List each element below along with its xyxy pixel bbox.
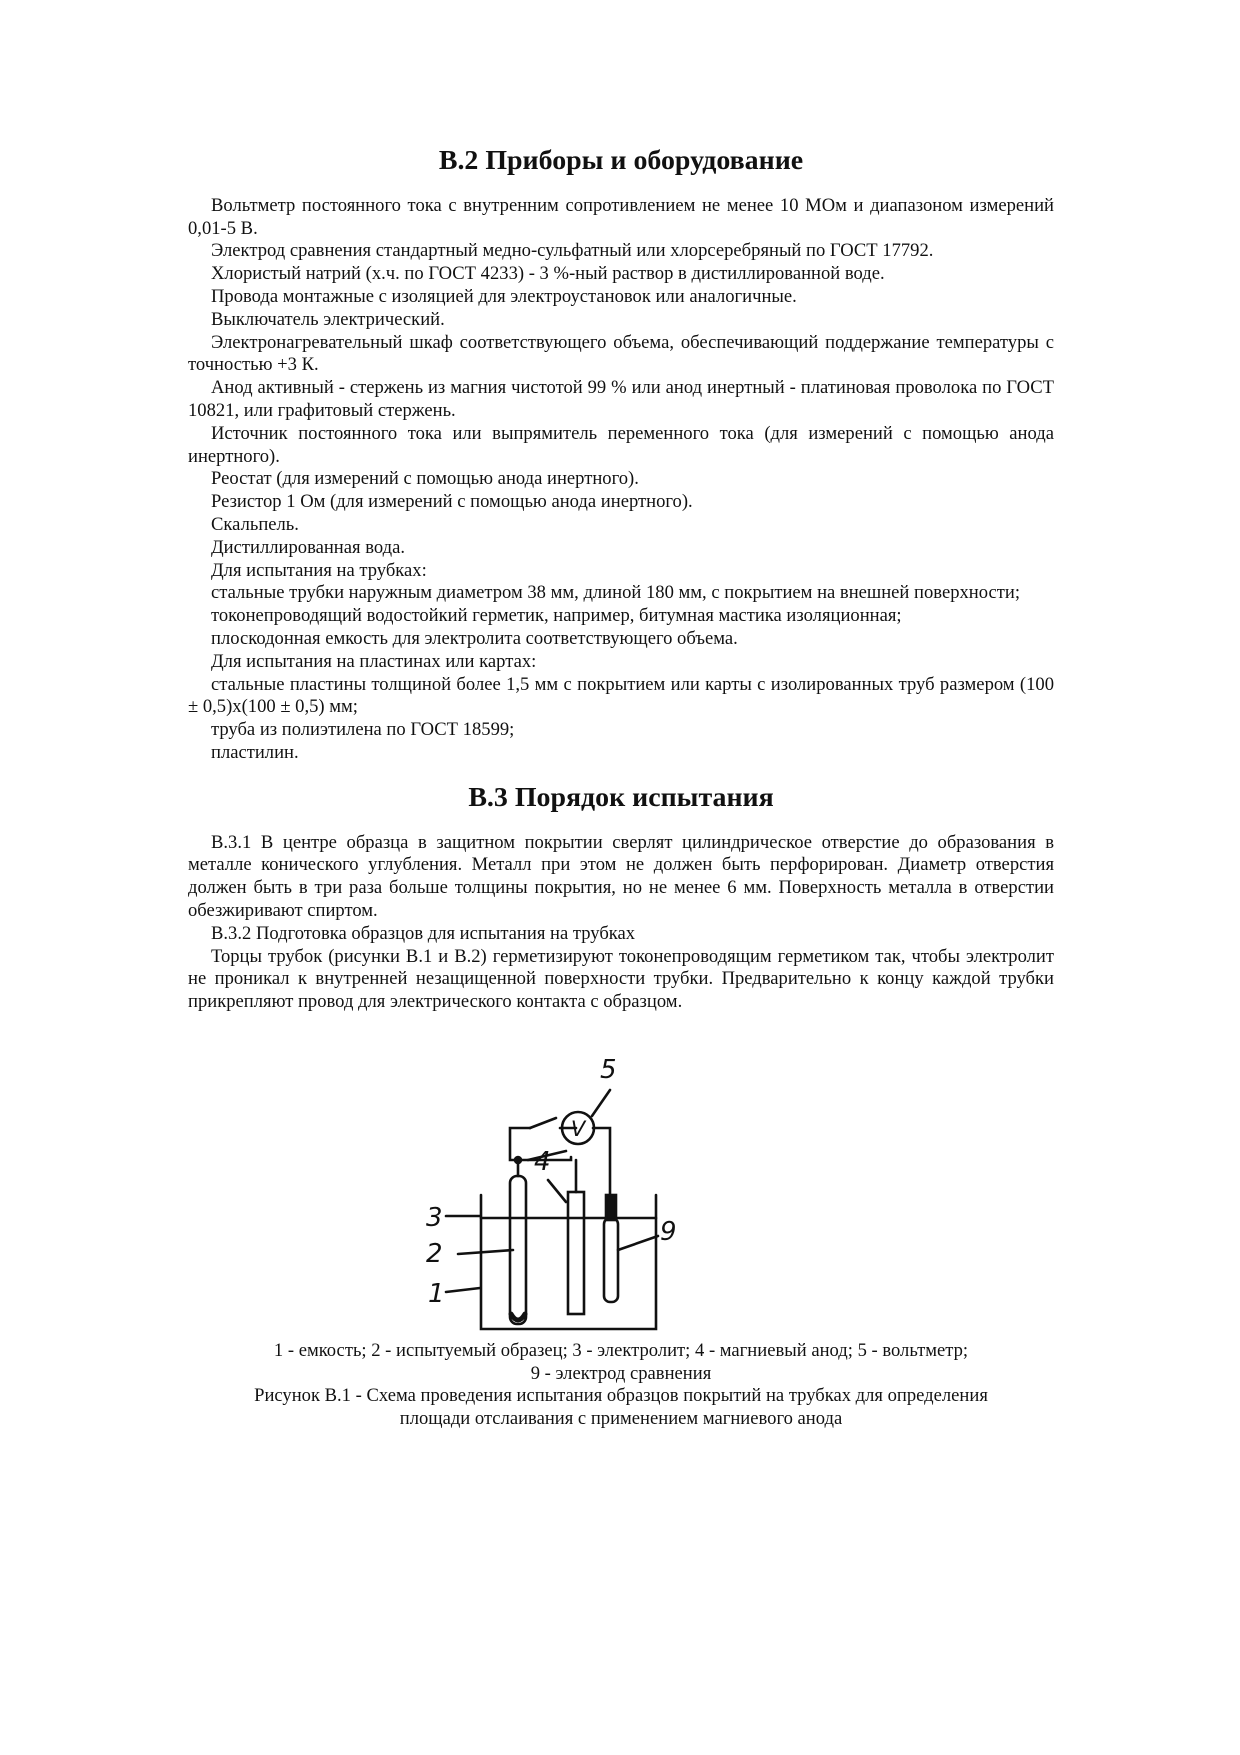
leader-line	[618, 1236, 658, 1250]
section-b3-body	[188, 832, 1054, 1014]
paragraph: Для испытания на трубках:	[211, 559, 427, 581]
specimen-bottom	[511, 1314, 525, 1320]
leader-line	[548, 1180, 566, 1202]
paragraph: пластилин.	[211, 741, 299, 763]
paragraph: В.3.2 Подготовка образцов для испытания на трубках	[211, 922, 636, 944]
leader-line	[446, 1288, 480, 1292]
paragraph: Выключатель электрический.	[211, 308, 445, 330]
paragraph: Резистор 1 Ом (для измерений с помощью анода инертного).	[211, 491, 693, 513]
label-5: 5	[600, 1054, 617, 1085]
paragraph: Для испытания на пластинах или картах:	[211, 650, 537, 672]
paragraph: Источник постоянного тока или выпрямитель переменного тока (для измерений с помощью анода инертного).	[188, 422, 1054, 467]
figure-legend-line: 1 - емкость; 2 - испытуемый образец; 3 - электролит; 4 - магниевый анод; 5 - вольтметр;	[273, 1339, 969, 1361]
figure-caption: площади отслаивания с применением магниевого анода	[399, 1408, 843, 1430]
reference-electrode-cap	[606, 1195, 616, 1220]
reference-electrode	[604, 1218, 618, 1302]
label-9: 9	[660, 1216, 677, 1247]
paragraph: Дистиллированная вода.	[211, 536, 405, 558]
label-4: 4	[534, 1146, 551, 1177]
paragraph: стальные пластины толщиной более 1,5 мм с покрытием или карты с изолированных труб размером (100 ± 0,5)х(100 ± 0,5) мм;	[188, 673, 1054, 718]
paragraph: Вольтметр постоянного тока с внутренним сопротивлением не менее 10 МОм и диапазоном измерений 0,01-5 В.	[188, 194, 1054, 239]
paragraph: плоскодонная емкость для электролита соответствующего объема.	[211, 627, 738, 649]
test-setup-diagram	[426, 1040, 768, 1340]
label-2: 2	[426, 1238, 443, 1269]
paragraph: Электронагревательный шкаф соответствующего объема, обеспечивающий поддержание температуры с точностью +3 К.	[188, 331, 1054, 376]
figure-caption: Рисунок В.1 - Схема проведения испытания образцов покрытий на трубках для определения	[254, 1385, 988, 1407]
wire	[593, 1128, 610, 1195]
paragraph: токонепроводящий водостойкий герметик, например, битумная мастика изоляционная;	[211, 605, 902, 627]
paragraph: Провода монтажные с изоляцией для электроустановок или аналогичные.	[211, 285, 797, 307]
junction-dot	[515, 1157, 521, 1163]
paragraph: Хлористый натрий (х.ч. по ГОСТ 4233) - 3 %-ный раствор в дистиллированной воде.	[211, 263, 885, 285]
section-b2-body	[188, 195, 1054, 765]
document-page	[188, 145, 1054, 1431]
label-1: 1	[428, 1278, 445, 1309]
label-3: 3	[426, 1202, 443, 1233]
paragraph: Торцы трубок (рисунки В.1 и В.2) герметизируют токонепроводящим герметиком так, чтобы электролит не проникал к внутренней незащищенной поверхности трубки. Предварительно к концу каждой трубки прикрепляют провод для электрического контакта с образцом.	[188, 945, 1054, 1013]
magnesium-anode	[568, 1192, 584, 1314]
figure-legend-line: 9 - электрод сравнения	[530, 1362, 712, 1384]
paragraph: В.3.1 В центре образца в защитном покрытии сверлят цилиндрическое отверстие до образования в металле конического углубления. Металл при этом не должен быть перфорирован. Диаметр отверстия должен быть в три раза больше толщины покрытия, но не менее 6 мм. Поверхность металла в отверстии обезжиривают спиртом.	[188, 831, 1054, 921]
paragraph: стальные трубки наружным диаметром 38 мм, длиной 180 мм, с покрытием на внешней поверхности;	[211, 582, 1020, 604]
paragraph: Скальпель.	[211, 513, 299, 535]
paragraph: Анод активный - стержень из магния чистотой 99 % или анод инертный - платиновая проволока по ГОСТ 10821, или графитовый стержень.	[188, 377, 1054, 421]
figure-b1	[188, 1040, 1054, 1340]
paragraph: Реостат (для измерений с помощью анода инертного).	[211, 468, 639, 490]
section-b2-title: В.2 Приборы и оборудование	[438, 145, 804, 176]
wire	[510, 1128, 530, 1160]
paragraph: труба из полиэтилена по ГОСТ 18599;	[211, 719, 515, 741]
leader-line	[458, 1250, 513, 1254]
switch-lever	[530, 1118, 556, 1128]
paragraph: Электрод сравнения стандартный медно-сульфатный или хлорсеребряный по ГОСТ 17792.	[211, 240, 934, 262]
section-b3-title: В.3 Порядок испытания	[468, 781, 774, 813]
voltmeter-symbol: V	[570, 1116, 586, 1141]
leader-line	[592, 1090, 610, 1116]
